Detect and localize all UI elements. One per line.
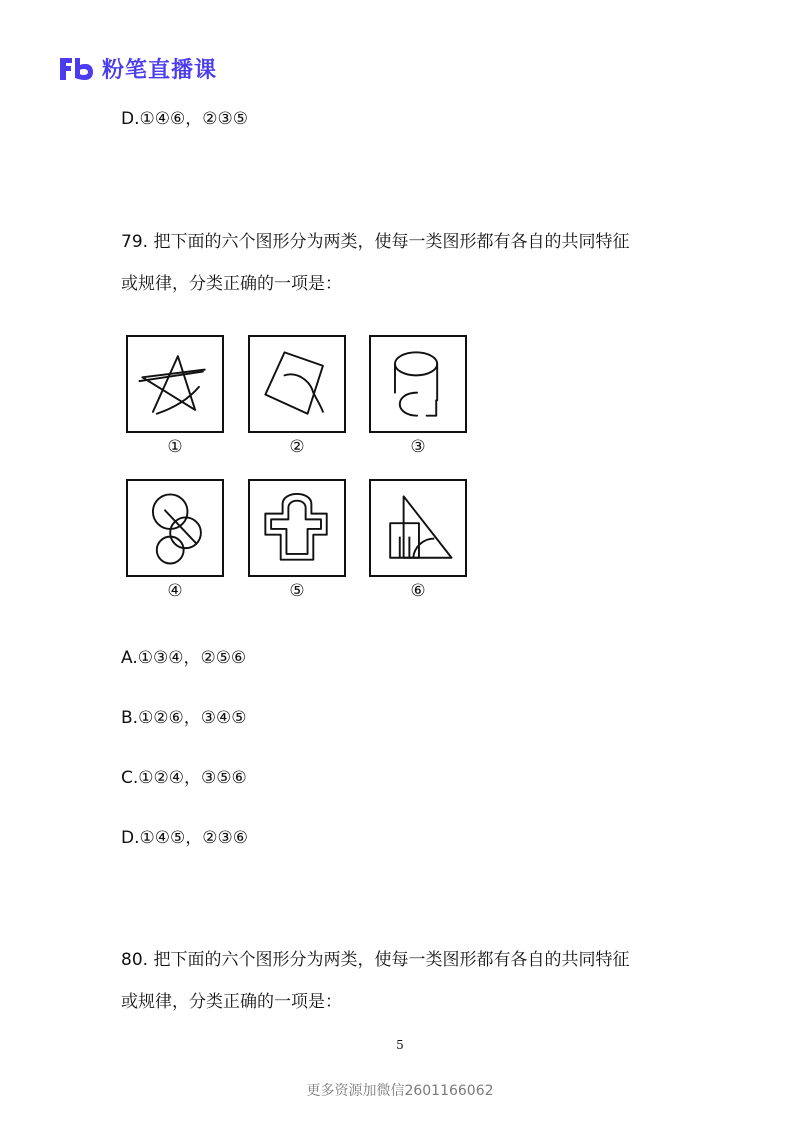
figure-4-label: ④ bbox=[167, 581, 183, 601]
q79-option-b: B.①②⑥，③④⑤ bbox=[121, 708, 247, 728]
figure-1 bbox=[126, 335, 224, 433]
figure-3-drawing bbox=[371, 337, 465, 431]
figure-2-drawing bbox=[250, 337, 344, 431]
figure-2 bbox=[248, 335, 346, 433]
q79-option-a: A.①③④，②⑤⑥ bbox=[121, 648, 247, 668]
figure-4 bbox=[126, 479, 224, 577]
figure-4-drawing bbox=[128, 481, 222, 575]
q79-stem-line1: 79. 把下面的六个图形分为两类，使每一类图形都有各自的共同特征 bbox=[121, 232, 630, 252]
footer-watermark: 更多资源加微信2601166062 bbox=[306, 1083, 494, 1099]
page-number: 5 bbox=[396, 1038, 404, 1052]
figure-1-drawing bbox=[128, 337, 222, 431]
figure-5-label: ⑤ bbox=[289, 581, 305, 601]
brand-name: 粉笔直播课 bbox=[102, 57, 218, 83]
q79-option-d: D.①④⑤，②③⑥ bbox=[121, 828, 248, 848]
fb-logo-icon bbox=[58, 54, 94, 82]
figure-6-label: ⑥ bbox=[410, 581, 426, 601]
figure-2-label: ② bbox=[289, 437, 305, 457]
figure-3 bbox=[369, 335, 467, 433]
figure-6 bbox=[369, 479, 467, 577]
figure-5-drawing bbox=[250, 481, 344, 575]
figure-3-label: ③ bbox=[410, 437, 426, 457]
q80-stem-line2: 或规律，分类正确的一项是： bbox=[121, 992, 342, 1012]
brand-logo bbox=[58, 52, 217, 84]
prev-option-d: D.①④⑥，②③⑤ bbox=[121, 109, 248, 129]
figure-1-label: ① bbox=[167, 437, 183, 457]
q79-stem-line2: 或规律，分类正确的一项是： bbox=[121, 274, 342, 294]
q80-stem-line1: 80. 把下面的六个图形分为两类，使每一类图形都有各自的共同特征 bbox=[121, 950, 630, 970]
figure-6-drawing bbox=[371, 481, 465, 575]
figure-5 bbox=[248, 479, 346, 577]
q79-option-c: C.①②④，③⑤⑥ bbox=[121, 768, 247, 788]
